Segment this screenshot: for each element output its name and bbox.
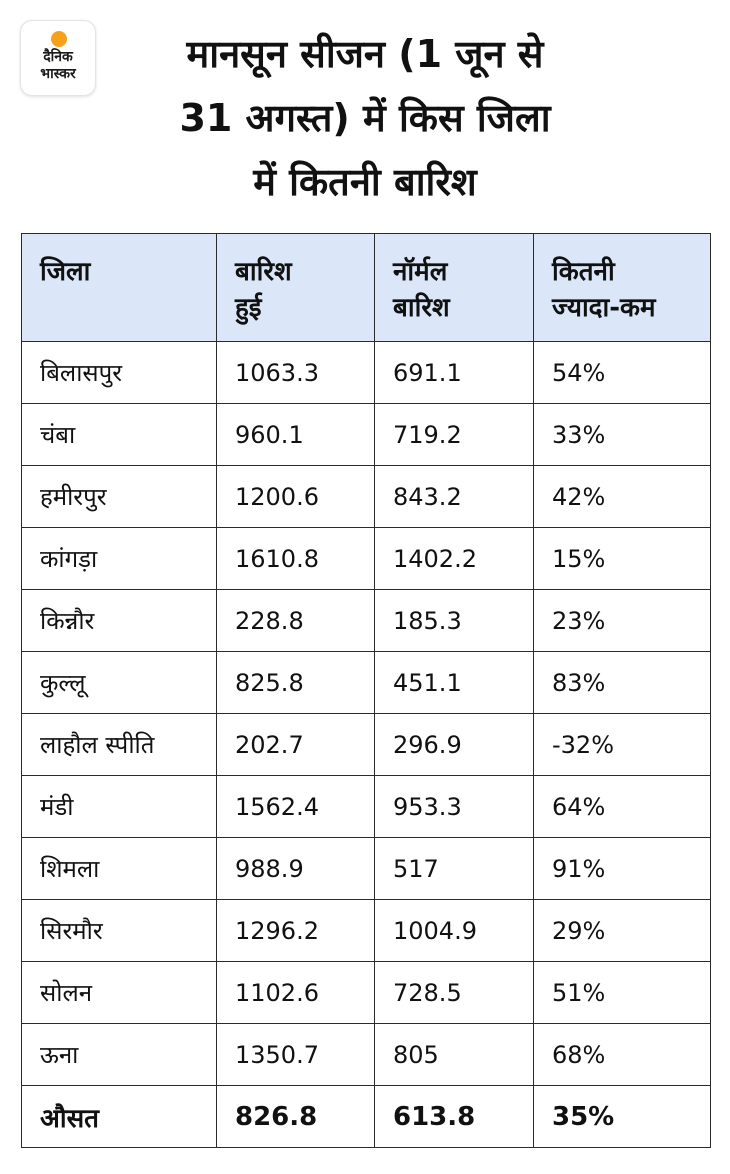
table-body [22,342,711,1148]
title-line-2: 31 अगस्त) में किस जिला [179,96,551,140]
table-row [22,776,711,838]
cell-normal-rainfall: 517 [375,838,534,900]
cell-rainfall-received: 825.8 [217,652,375,714]
column-header-rainfall-received [217,234,375,342]
cell-normal-rainfall: 451.1 [375,652,534,714]
cell-rainfall-received: 988.9 [217,838,375,900]
title-line-3: में कितनी बारिश [253,160,477,204]
cell-rainfall-received: 1562.4 [217,776,375,838]
cell-difference: 51% [534,962,711,1024]
cell-difference: 83% [534,652,711,714]
cell-district: कुल्लू [22,652,217,714]
cell-rainfall-received: 1063.3 [217,342,375,404]
column-header-text: ज्यादा-कम [552,293,656,323]
table-row [22,838,711,900]
dainik-bhaskar-logo [20,20,96,96]
cell-district: हमीरपुर [22,466,217,528]
cell-normal-rainfall: 719.2 [375,404,534,466]
total-cell-difference: 35% [534,1086,711,1148]
cell-rainfall-received: 1350.7 [217,1024,375,1086]
cell-normal-rainfall: 805 [375,1024,534,1086]
total-cell-rainfall-received: 826.8 [217,1086,375,1148]
table-row [22,590,711,652]
cell-rainfall-received: 1296.2 [217,900,375,962]
logo-line-2: भास्कर [40,66,76,82]
cell-district: लाहौल स्पीति [22,714,217,776]
cell-rainfall-received: 1610.8 [217,528,375,590]
column-header-text: नॉर्मल [393,257,448,287]
cell-difference: 23% [534,590,711,652]
cell-difference: 64% [534,776,711,838]
title-line-1: मानसून सीजन (1 जून से [186,32,544,76]
cell-district: कांगड़ा [22,528,217,590]
cell-district: किन्नौर [22,590,217,652]
table-row [22,528,711,590]
column-header-text: बारिश [235,257,292,287]
cell-normal-rainfall: 296.9 [375,714,534,776]
cell-difference: 29% [534,900,711,962]
column-header-text: बारिश [393,293,450,323]
cell-rainfall-received: 202.7 [217,714,375,776]
column-header-text: हुई [235,293,262,323]
table-row [22,962,711,1024]
total-cell-normal-rainfall: 613.8 [375,1086,534,1148]
cell-normal-rainfall: 1004.9 [375,900,534,962]
cell-normal-rainfall: 691.1 [375,342,534,404]
total-row [22,1086,711,1148]
page-title [110,22,620,214]
cell-district: सिरमौर [22,900,217,962]
cell-normal-rainfall: 728.5 [375,962,534,1024]
table-row [22,652,711,714]
table-row [22,466,711,528]
table-row [22,714,711,776]
cell-normal-rainfall: 953.3 [375,776,534,838]
logo-line-1: दैनिक [43,49,73,65]
column-header-normal-rainfall [375,234,534,342]
cell-normal-rainfall: 843.2 [375,466,534,528]
cell-normal-rainfall: 1402.2 [375,528,534,590]
rainfall-table [21,233,711,1148]
total-cell-district: औसत [22,1086,217,1148]
cell-difference: 15% [534,528,711,590]
cell-difference: -32% [534,714,711,776]
table-header [22,234,711,342]
cell-difference: 91% [534,838,711,900]
cell-difference: 68% [534,1024,711,1086]
cell-normal-rainfall: 185.3 [375,590,534,652]
table-row [22,342,711,404]
column-header-text: जिला [40,257,91,287]
column-header-difference [534,234,711,342]
cell-rainfall-received: 1102.6 [217,962,375,1024]
column-header-district [22,234,217,342]
cell-rainfall-received: 228.8 [217,590,375,652]
sun-icon [51,31,67,47]
table-row [22,1024,711,1086]
column-header-text: कितनी [552,257,615,287]
cell-district: शिमला [22,838,217,900]
cell-district: चंबा [22,404,217,466]
cell-district: सोलन [22,962,217,1024]
cell-difference: 42% [534,466,711,528]
logo-wordmark [21,49,95,83]
cell-district: बिलासपुर [22,342,217,404]
header-row [22,234,711,342]
cell-difference: 33% [534,404,711,466]
table-row [22,404,711,466]
cell-rainfall-received: 960.1 [217,404,375,466]
cell-rainfall-received: 1200.6 [217,466,375,528]
cell-district: ऊना [22,1024,217,1086]
table-row [22,900,711,962]
cell-difference: 54% [534,342,711,404]
cell-district: मंडी [22,776,217,838]
